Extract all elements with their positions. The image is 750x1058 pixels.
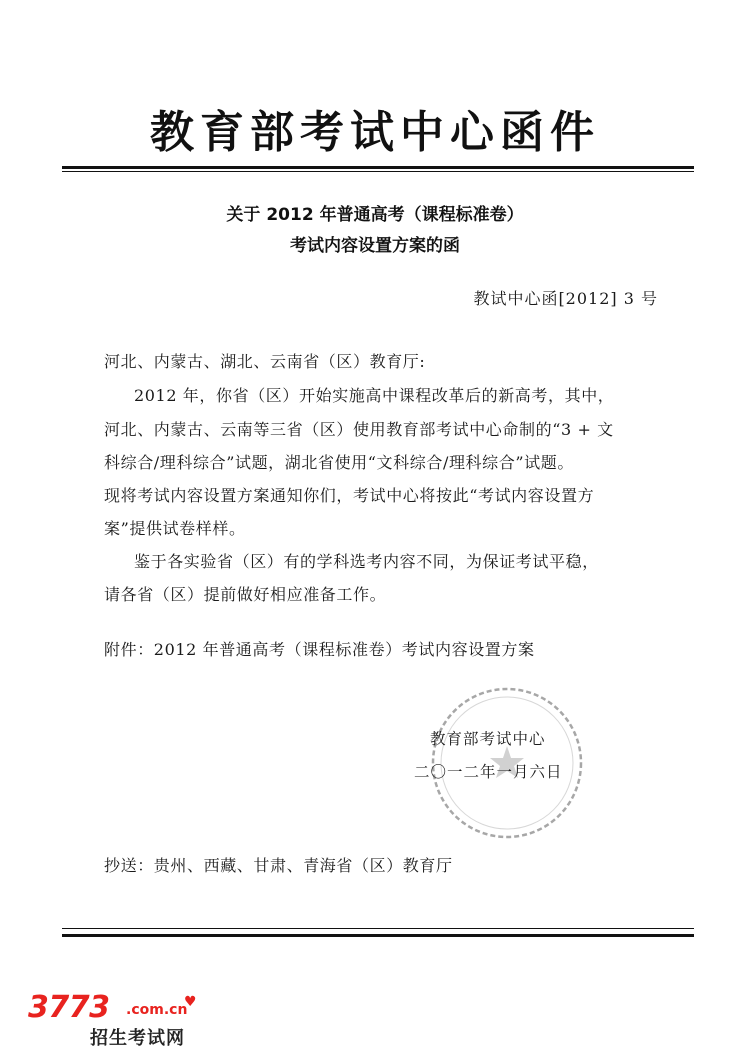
logo-domain: .com.cn xyxy=(126,1002,188,1018)
subject-line-2: 考试内容设置方案的函 xyxy=(290,236,460,256)
body-para2-line2: 请各省（区）提前做好相应准备工作。 xyxy=(104,585,387,604)
letterhead-rule-thin xyxy=(62,171,694,172)
signature-organization: 教育部考试中心 xyxy=(430,730,546,748)
subject-line-1: 关于 2012 年普通高考（课程标准卷） xyxy=(226,205,524,225)
site-watermark-logo xyxy=(28,990,258,1050)
body-para1-line4: 现将考试内容设置方案通知你们，考试中心将按此“考试内容设置方 xyxy=(104,486,595,505)
recipient-line: 河北、内蒙古、湖北、云南省（区）教育厅: xyxy=(104,352,426,371)
footer-rule-thin xyxy=(62,928,694,929)
body-para1-line1: 2012 年，你省（区）开始实施高中课程改革后的新高考，其中， xyxy=(134,386,615,405)
logo-site-name: 招生考试网 xyxy=(90,1028,185,1049)
body-para1-line5: 案”提供试卷样样。 xyxy=(104,519,246,538)
body-para1-line3: 科综合/理科综合”试题，湖北省使用“文科综合/理科综合”试题。 xyxy=(104,453,574,472)
letterhead-rule-thick xyxy=(62,166,694,169)
heart-icon: ♥ xyxy=(184,994,197,1010)
document-number: 教试中心函[2012] 3 号 xyxy=(473,289,658,308)
attachment-line: 附件：2012 年普通高考（课程标准卷）考试内容设置方案 xyxy=(104,640,535,659)
signature-date: 二〇一二年一月六日 xyxy=(414,763,563,781)
letterhead-title: 教育部考试中心函件 xyxy=(150,107,600,158)
logo-number: 3773 xyxy=(28,990,110,1025)
cc-line: 抄送：贵州、西藏、甘肃、青海省（区）教育厅 xyxy=(104,856,453,875)
footer-rule-thick xyxy=(62,934,694,937)
body-para2-line1: 鉴于各实验省（区）有的学科选考内容不同，为保证考试平稳， xyxy=(134,552,599,571)
body-para1-line2: 河北、内蒙古、云南等三省（区）使用教育部考试中心命制的“3 + 文 xyxy=(104,420,614,439)
